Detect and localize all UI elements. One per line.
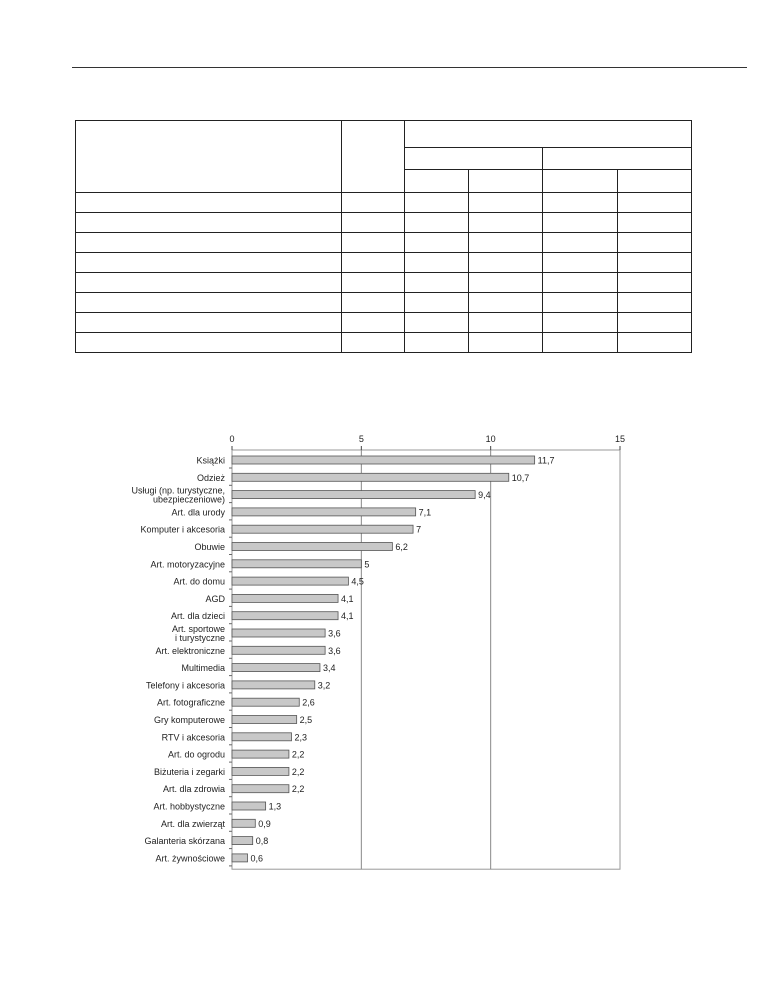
bar (232, 473, 509, 481)
bar (232, 612, 338, 620)
category-label-line: Art. sportowe (171, 624, 225, 634)
bar (232, 733, 291, 741)
data-label: 4,5 (351, 576, 364, 587)
category-label-line: Art. fotograficzne (156, 697, 225, 708)
bar (232, 560, 361, 568)
bar (232, 664, 320, 672)
category-label (153, 802, 225, 812)
bar (232, 802, 266, 810)
data-label: 6,2 (395, 542, 408, 552)
bar (232, 508, 416, 516)
table-header-cell (342, 121, 405, 193)
bar (232, 854, 248, 862)
category-label (154, 767, 225, 777)
category-label-line: i turystyczne (174, 633, 225, 643)
bar (232, 577, 348, 585)
table-row (76, 313, 692, 333)
category-label-line: Art. dla zwierząt (160, 818, 225, 829)
category-label (171, 611, 225, 621)
category-label (197, 473, 226, 483)
header-rule (72, 67, 747, 68)
category-label (144, 836, 225, 846)
table-row (76, 293, 692, 313)
data-label: 2,2 (291, 749, 305, 760)
category-label (173, 577, 225, 587)
bar (232, 785, 289, 793)
category-label (146, 680, 225, 690)
category-label-line: Obuwie (194, 542, 225, 552)
data-label: 1,3 (268, 801, 282, 812)
bar (232, 819, 255, 827)
x-tick-label: 10 (485, 434, 496, 444)
category-label-line: Gry komputerowe (153, 715, 225, 725)
data-label: 3,6 (328, 628, 341, 639)
category-label-line: Art. elektroniczne (155, 645, 225, 656)
data-label: 2,5 (299, 715, 313, 725)
category-label-line: RTV i akcesoria (161, 732, 225, 743)
data-label: 0,9 (258, 818, 271, 829)
table-row (76, 213, 692, 233)
table-header-cell (405, 170, 469, 193)
bar-chart (120, 420, 640, 880)
data-label: 0,8 (255, 836, 269, 847)
table-row (76, 273, 692, 293)
category-label-line: Art. żywnościowe (155, 853, 225, 864)
category-label (172, 624, 225, 643)
category-label (205, 594, 225, 604)
x-tick-label: 5 (358, 434, 364, 444)
table-header-cell (543, 148, 692, 170)
category-label-line: Art. do domu (173, 576, 225, 587)
data-label: 4,1 (341, 611, 354, 622)
bar (232, 629, 325, 637)
data-label: 10,7 (511, 472, 530, 483)
table-row (76, 233, 692, 253)
data-label: 2,2 (291, 784, 305, 795)
category-label-line: Biżuteria i zegarki (153, 766, 225, 777)
category-label (162, 732, 225, 742)
category-label (181, 663, 225, 673)
category-label (150, 559, 225, 569)
data-label: 2,6 (302, 697, 315, 708)
category-label (161, 819, 226, 829)
category-label (157, 698, 225, 708)
data-label: 4,1 (341, 593, 354, 604)
category-label (168, 750, 225, 760)
category-label (171, 507, 225, 517)
table-header-cell (405, 121, 692, 148)
data-label: 9,4 (478, 490, 491, 501)
data-label: 2,2 (291, 766, 305, 777)
category-label (163, 784, 225, 794)
category-label (155, 853, 225, 863)
bar (232, 594, 338, 602)
table-row (76, 193, 692, 213)
table-header-cell (76, 121, 342, 193)
bar (232, 837, 253, 845)
bar (232, 750, 289, 758)
data-label: 7 (416, 524, 422, 535)
data-label: 11,7 (537, 455, 555, 466)
table-header-cell (469, 170, 543, 193)
data-label: 3,2 (317, 680, 331, 691)
category-label-line: AGD (205, 593, 225, 604)
category-label-line: Art. dla dzieci (170, 611, 225, 622)
bar (232, 646, 325, 654)
data-label: 3,4 (322, 663, 336, 674)
table-row (76, 333, 692, 353)
category-label (194, 542, 225, 552)
empty-data-table (75, 120, 692, 353)
category-label-line: Art. dla zdrowia (162, 784, 225, 795)
data-label: 2,3 (294, 732, 308, 743)
bar (232, 698, 299, 706)
category-label-line: ubezpieczeniowe) (152, 494, 225, 505)
bar (232, 681, 315, 689)
category-label-line: Książki (196, 455, 225, 466)
category-label (131, 486, 225, 505)
x-tick-label: 15 (614, 434, 626, 444)
table-header-cell (618, 170, 692, 193)
bar (232, 491, 475, 499)
bar (232, 716, 297, 724)
table-row (76, 253, 692, 273)
bar (232, 456, 535, 464)
category-label-line: Usługi (np. turystyczne, (131, 485, 225, 496)
data-label: 3,6 (328, 645, 341, 656)
category-label-line: Galanteria skórzana (144, 836, 225, 847)
category-label (196, 456, 225, 466)
category-label-line: Odzież (196, 472, 225, 483)
data-label: 5 (364, 559, 370, 570)
category-label-line: Telefony i akcesoria (145, 680, 225, 691)
category-label-line: Art. do ogrodu (167, 749, 225, 760)
category-label-line: Art. hobbystyczne (153, 801, 225, 812)
category-label-line: Multimedia (181, 663, 225, 674)
category-label-line: Art. dla urody (171, 507, 225, 518)
table-header-cell (543, 170, 618, 193)
bar (232, 543, 392, 551)
category-label-line: Komputer i akcesoria (140, 524, 225, 535)
table-header-cell (405, 148, 543, 170)
category-label (154, 715, 225, 725)
bar (232, 767, 289, 775)
category-label (140, 525, 225, 535)
category-label (155, 646, 225, 656)
x-tick-label: 0 (229, 434, 235, 444)
data-label: 7,1 (418, 507, 432, 518)
category-label-line: Art. motoryzacyjne (150, 559, 225, 570)
data-label: 0,6 (250, 853, 264, 864)
bar (232, 525, 413, 533)
